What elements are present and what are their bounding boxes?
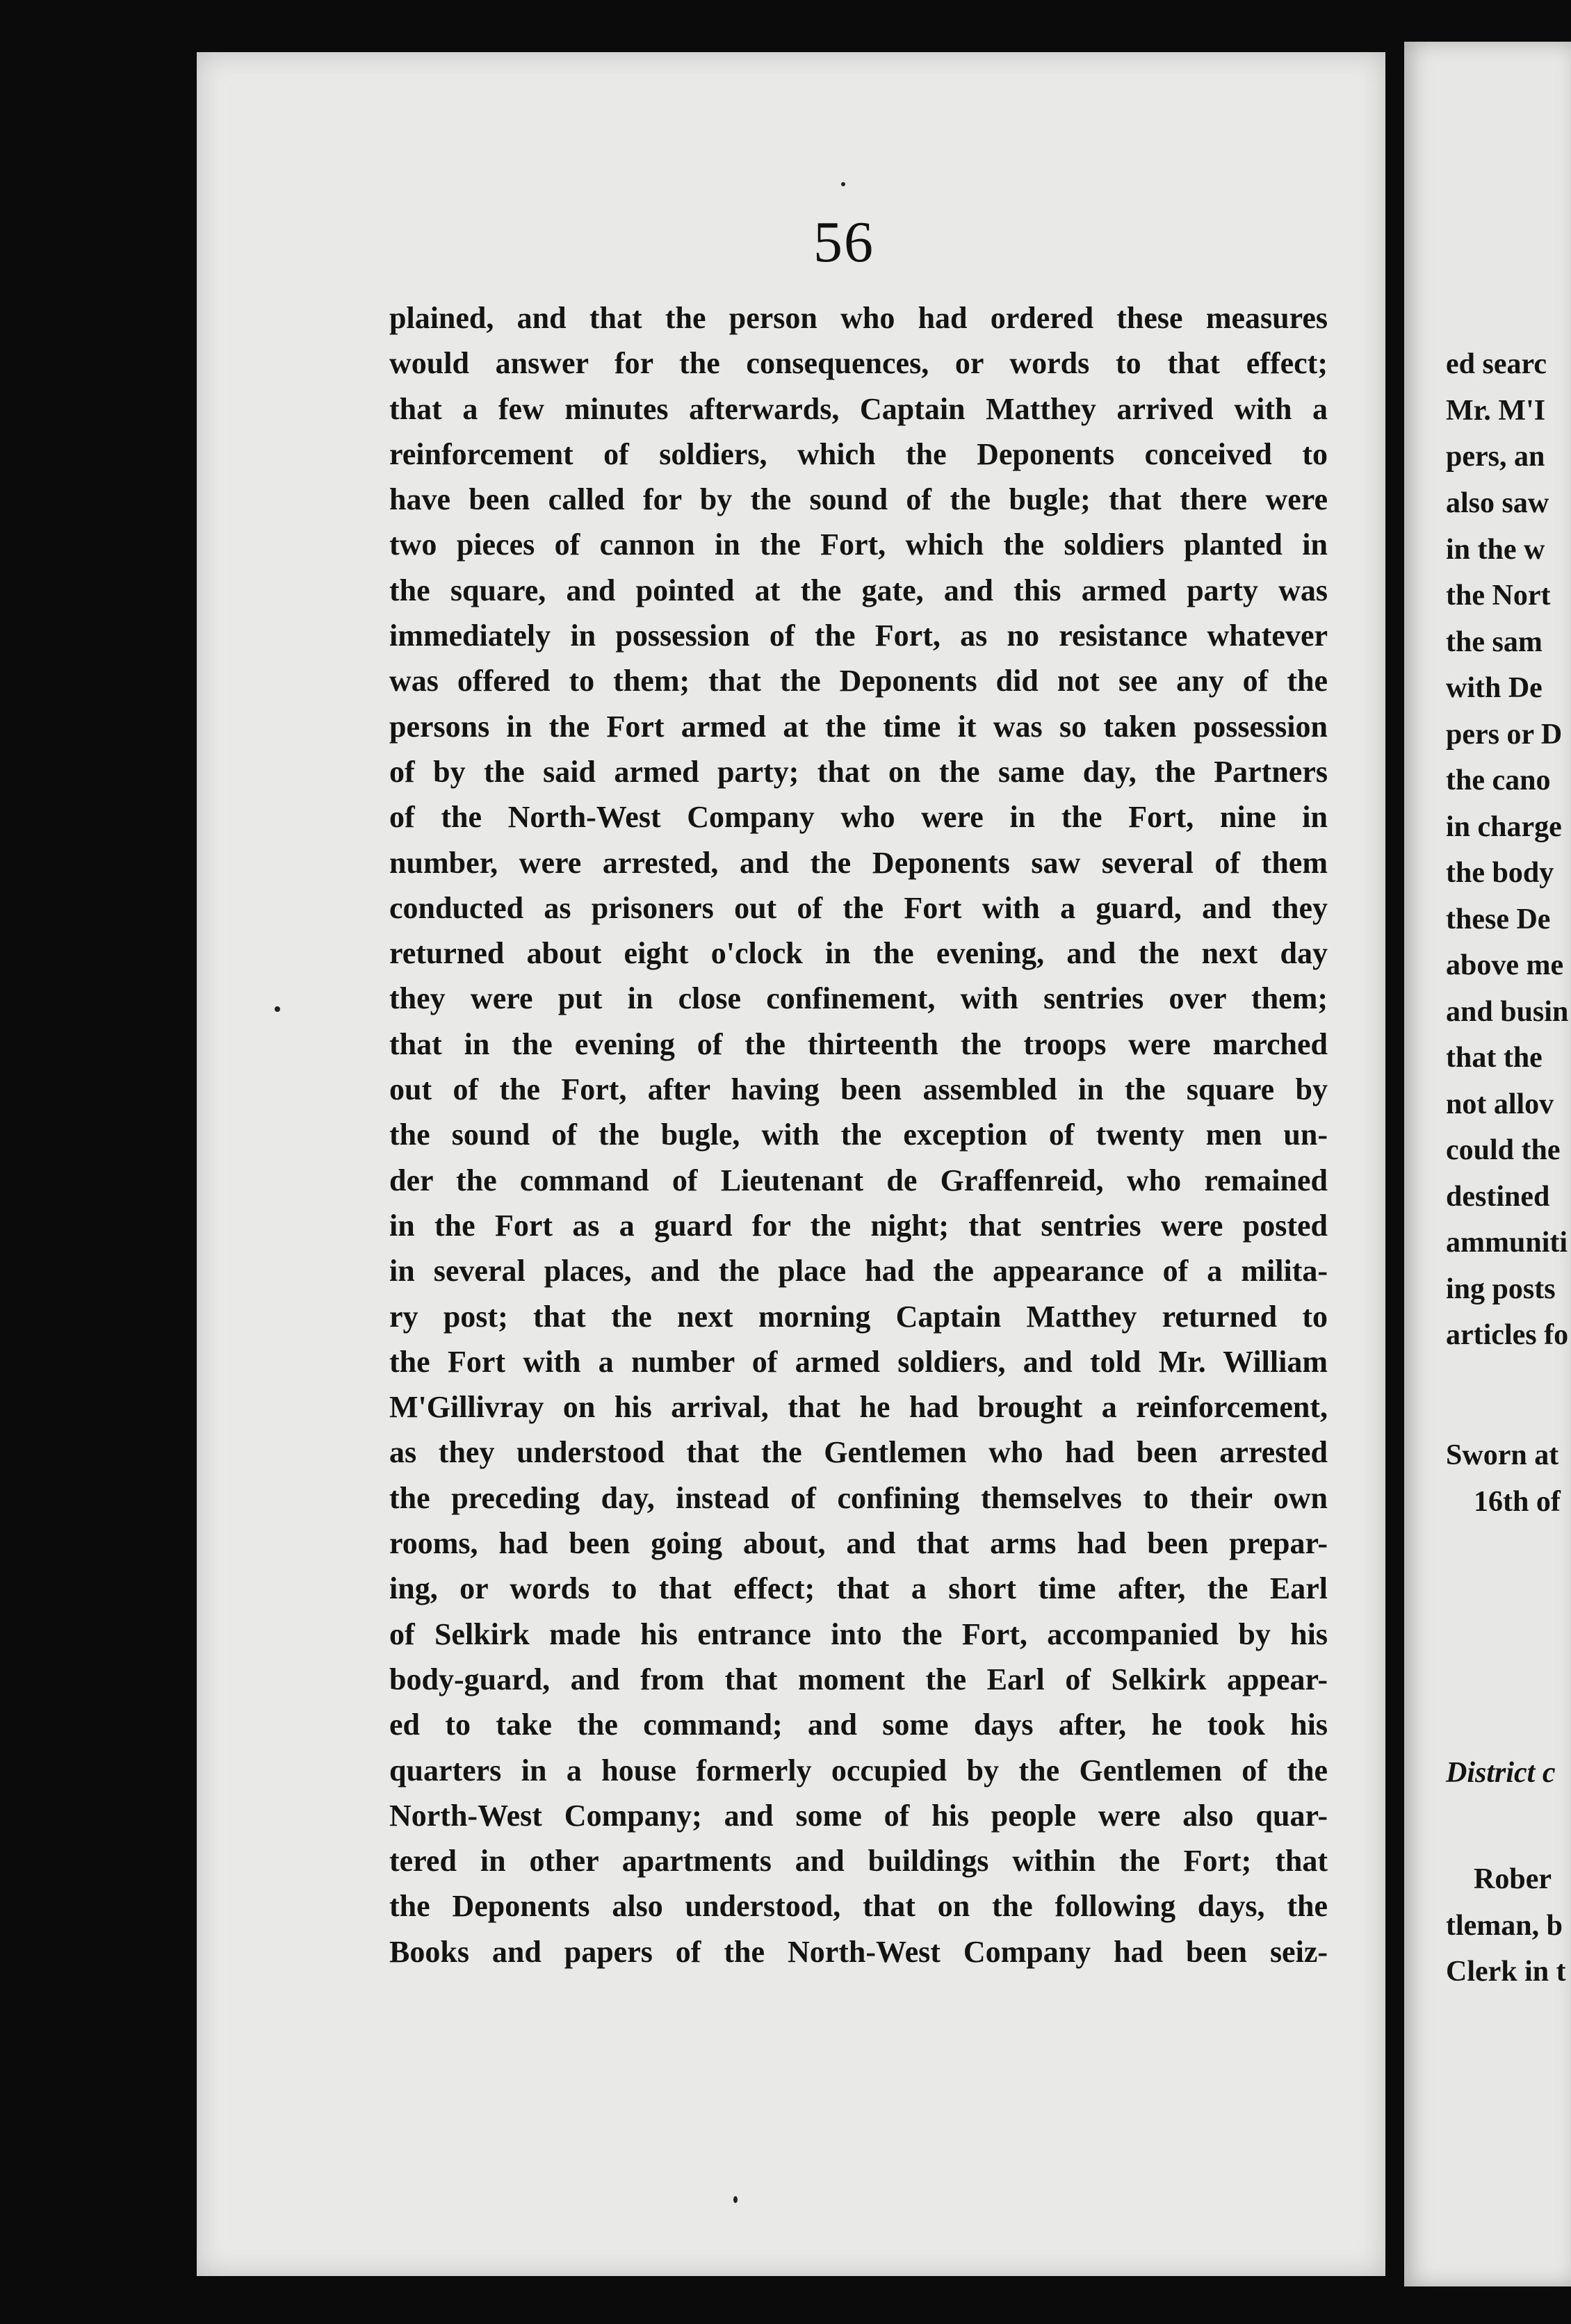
text-line: as they understood that the Gentlemen who had been arrested [389, 1435, 1328, 1470]
right-text-line: Sworn at [1446, 1439, 1559, 1471]
text-line: reinforcement of soldiers, which the Deponents conceived to [389, 436, 1328, 471]
text-line: would answer for the consequences, or words to that effect; [389, 346, 1328, 381]
text-line: of Selkirk made his entrance into the Fort, accompanied by his [389, 1617, 1328, 1651]
text-line: quarters in a house formerly occupied by the Gentlemen of the [389, 1753, 1328, 1787]
page-number: 56 [813, 210, 874, 275]
right-text-line: ed searc [1446, 348, 1547, 380]
text-line: ed to take the command; and some days after, he took his [389, 1708, 1328, 1742]
right-text-line: Mr. M'I [1446, 395, 1546, 427]
text-line: ing, or words to that effect; that a short time after, the Earl [389, 1571, 1328, 1606]
right-text-line: in the w [1446, 534, 1545, 566]
right-text-line: District c [1446, 1757, 1556, 1789]
right-text-line: articles fo [1446, 1319, 1569, 1351]
text-line: plained, and that the person who had ordered these measures [389, 301, 1328, 335]
text-line: the Fort with a number of armed soldiers, and told Mr. William [389, 1344, 1328, 1379]
text-line: was offered to them; that the Deponents did not see any of the [389, 664, 1328, 698]
text-line: two pieces of cannon in the Fort, which the soldiers planted in [389, 527, 1328, 562]
text-line: they were put in close confinement, with sentries over them; [389, 981, 1328, 1016]
text-line: have been called for by the sound of the bugle; that there were [389, 482, 1328, 517]
right-text-line: pers, an [1446, 441, 1545, 473]
text-line: body-guard, and from that moment the Earl of Selkirk appear- [389, 1662, 1328, 1696]
text-line: that a few minutes afterwards, Captain Matthey arrived with a [389, 391, 1328, 426]
right-text-line: 16th of [1474, 1486, 1561, 1518]
right-text-line: in charge [1446, 811, 1562, 843]
right-text-line: with De [1446, 672, 1542, 704]
text-line: the sound of the bugle, with the exception of twenty men un- [389, 1118, 1328, 1152]
right-page-edge [1404, 42, 1571, 2286]
text-line: of by the said armed party; that on the same day, the Partners [389, 754, 1328, 789]
body-text [389, 295, 1328, 1974]
right-text-line: that the [1446, 1042, 1542, 1074]
text-line: in the Fort as a guard for the night; that sentries were posted [389, 1208, 1328, 1243]
text-line: the square, and pointed at the gate, and this armed party was [389, 573, 1328, 607]
text-line: conducted as prisoners out of the Fort with a guard, and they [389, 890, 1328, 925]
right-text-line: destined [1446, 1181, 1550, 1213]
text-line: der the command of Lieutenant de Graffenreid, who remained [389, 1163, 1328, 1197]
right-text-line: ing posts [1446, 1273, 1556, 1305]
right-text-line: not allov [1446, 1088, 1554, 1120]
ink-speck [841, 182, 845, 186]
right-text-line: the cano [1446, 764, 1551, 796]
text-line: immediately in possession of the Fort, as no resistance whatever [389, 619, 1328, 653]
text-line: persons in the Fort armed at the time it was so taken possession [389, 709, 1328, 744]
text-line: Books and papers of the North-West Company had been seiz- [389, 1934, 1328, 1969]
text-line: out of the Fort, after having been assembled in the square by [389, 1072, 1328, 1107]
ink-speck [733, 2196, 738, 2203]
text-line: M'Gillivray on his arrival, that he had brought a reinforcement, [389, 1390, 1328, 1425]
right-text-line: pers or D [1446, 719, 1563, 751]
right-text-line: Rober [1474, 1863, 1552, 1895]
text-line: North-West Company; and some of his people were also quar- [389, 1798, 1328, 1833]
text-line: in several places, and the place had the appearance of a milita- [389, 1254, 1328, 1288]
right-text-line: above me [1446, 949, 1564, 981]
right-text-line: the sam [1446, 626, 1542, 658]
text-line: tered in other apartments and buildings within the Fort; that [389, 1844, 1328, 1879]
right-text-line: and busin [1446, 996, 1569, 1028]
text-line: ry post; that the next morning Captain Matthey returned to [389, 1299, 1328, 1334]
text-line: number, were arrested, and the Deponents saw several of them [389, 845, 1328, 880]
text-line: of the North-West Company who were in the Fort, nine in [389, 800, 1328, 835]
right-text-line: ammuniti [1446, 1227, 1568, 1259]
right-text-line: the Nort [1446, 580, 1551, 612]
right-text-line: the body [1446, 857, 1554, 889]
right-text-line: these De [1446, 903, 1551, 935]
right-text-line: could the [1446, 1134, 1561, 1166]
right-text-line: also saw [1446, 487, 1549, 519]
right-text-line: tleman, b [1446, 1910, 1563, 1942]
ink-speck [275, 1006, 280, 1012]
text-line: that in the evening of the thirteenth the troops were marched [389, 1026, 1328, 1061]
text-line: rooms, had been going about, and that arms had been prepar- [389, 1526, 1328, 1561]
text-line: the preceding day, instead of confining themselves to their own [389, 1480, 1328, 1515]
text-line: returned about eight o'clock in the evening, and the next day [389, 936, 1328, 971]
text-line: the Deponents also understood, that on the following days, the [389, 1889, 1328, 1924]
right-text-line: Clerk in t [1446, 1956, 1566, 1988]
